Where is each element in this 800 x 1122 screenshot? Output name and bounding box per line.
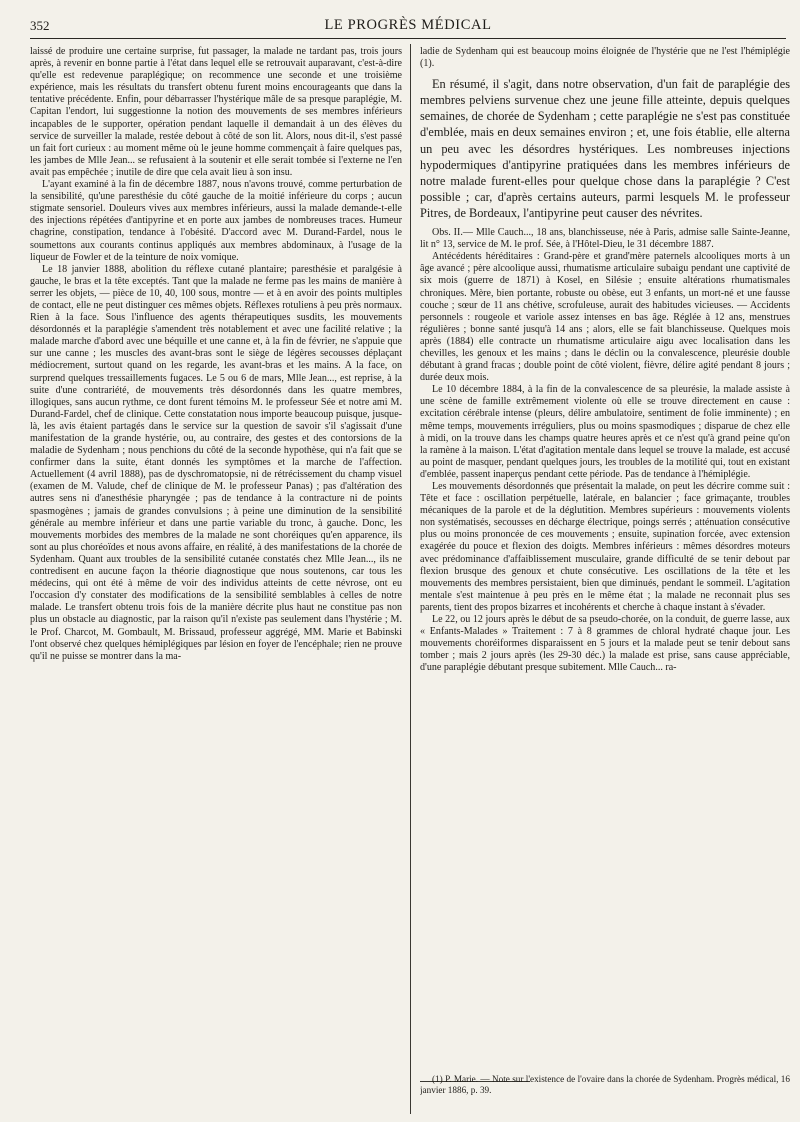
onset-paragraph: Le 10 décembre 1884, à la fin de la convalescence de sa pleurésie, la malade assiste à une scène de famille extrêmement violente où elle se trouve directement en cause : excitation cérébrale intense (pleurs, délire ambulatoire, sentiment de folie imminente) ; en même temps, mouvements irréguliers, plus ou moins spasmodiques ; disparue de chez elle à midi, on la trouve dans les champs quatre heures après et ce n'est qu'à grand peine qu'on la ramène à la maison. L'état d'agitation mentale dans lequel se trouve la malade, est accusé au point de masquer, pendant quelques jours, les troubles de la motilité qui, tout en existant d'emblée, passent inaperçus pendant cette période. Pas de tendance à l'hémiplégie. — [420, 384, 790, 480]
movements-paragraph: Les mouvements désordonnés que présentait la malade, on peut les décrire comme suit : Tête et face : oscillation perpétuelle, latérale, en balancier ; face grimaçante, troubles mécaniques de la parole et de la déglutition. Membres supérieurs : mouvements violents non systématisés, secousses en décharge électrique, poings serrés ; atténuation consécutive plus ou moins prononcée de ces mouvements ; ensuite, supination forcée, avec extension exagérée du pouce et flexion des doigts. Membres inférieurs : mêmes désordres moteurs avec prédominance d'affaiblissement musculaire, grande difficulté de se tenir debout par flexion brusque des genoux et chute consécutive. Les oscillations de la tête et les mouvements des membres persistaient, bien que diminués, pendant le sommeil. L'agitation mentale s'est maintenue à peu près en le même état ; la malade ne reconnait plus ses parents, tient des propos bizarres et incohérents et cherche à chaque instant à s'évader. — [420, 481, 790, 613]
left-column — [30, 46, 402, 1114]
footnote: (1) P. Marie. — Note sur l'existence de l'ovaire dans la chorée de Sydenham. Progrès médical, 16 janvier 1886, p. 39. — [420, 1074, 790, 1096]
running-title: LE PROGRÈS MÉDICAL — [324, 17, 492, 33]
summary-paragraph: En résumé, il s'agit, dans notre observation, d'un fait de paraplégie des membres pelviens survenue chez une jeune fille atteinte, depuis quelques semaines, de chorée de Sydenham ; cette paraplégie ne s'est pas constituée d'emblée, mais en deux semaines environ ; et, une fois établie, elle alterna un peu avec les désordres hystériques. Les nombreuses injections hypodermiques d'antipyrine pratiquées dans les membres inférieurs de notre malade furent-elles pour quelque chose dans la paraplégie ? C'est possible ; car, d'après certains auteurs, parmi lesquels M. le professeur Pitres, de Bordeaux, l'antipyrine peut causer des névrites. — [420, 77, 790, 220]
column-divider — [410, 44, 411, 1114]
left-paragraph-2: L'ayant examiné à la fin de décembre 1887, nous n'avons trouvé, comme perturbation de la sensibilité, qu'une paresthésie du côté gauche de la moitié inférieure du corps ; aucun stigmate sensoriel. Douleurs vives aux membres inférieurs, aussi la malade demande-t-elle des injections répétées d'antipyrine et en porte aux jambes de nombreuses traces. Humeur chagrine, constipation, tendance à l'obésité. D'accord avec M. Durand-Fardel, nous le soumettons aux courants continus appliqués aux membres abdominaux, à l'usage de la liqueur de Fowler et de la teinture de noix vomique. — [30, 179, 402, 263]
antecedents-paragraph: Antécédents héréditaires : Grand-père et grand'mère paternels alcooliques morts à un âge avancé ; père alcoolique aussi, rhumatisme articulaire subaigu pendant une captivité de six mois (guerre de 1871) à Kosel, en Silésie ; ensuite altérations rhumatismales chroniques. Mère, bien portante, robuste ou obèse, eut 3 enfants, un mort-né et une fausse couche ; sœur de 11 ans chétive, scrofuleuse, aurait des habitudes vicieuses. — Accidents personnels : rougeole et variole assez intenses en bas âge. Réglée à 12 ans, menstrues régulières ; bonne santé jusqu'à 14 ans ; alors, elle se fait blanchisseuse. Quelques mois après (1884) elle contracte un rhumatisme articulaire aigu avec localisation dans les chevilles, les genoux et les mains ; dans le déclin ou la convalescence, pleurésie double débutant à grand fracas ; double point de côté violent, fièvre, délire agité pendant 8 jours ; durée deux mois. — [420, 251, 790, 384]
treatment-paragraph: Le 22, ou 12 jours après le début de sa pseudo-chorée, on la conduit, de guerre lasse, aux « Enfants-Malades » Traitement : 7 à 8 grammes de chloral hydraté chaque jour. Les mouvements choréiformes disparaissent en 5 jours et la malade peut se tenir debout sans tomber ; mais 2 jours après (les 29-30 déc.) la malade est prise, sans cause appréciable, d'une paraplégie débutant presque subitement. Mlle Cauch... ra- — [420, 614, 790, 674]
right-column — [420, 46, 790, 1114]
observation-heading-paragraph: Obs. II.— Mlle Cauch..., 18 ans, blanchisseuse, née à Paris, admise salle Sainte-Jeanne, lit n° 13, service de M. le prof. Sée, à l'Hôtel-Dieu, le 31 décembre 1887. — [420, 227, 790, 251]
left-paragraph-1: laissé de produire une certaine surprise, fut passager, la malade ne tardant pas, trois jours après, à revenir en bonne partie à l'état dans lequel elle se retrouvait auparavant, c'est-à-dire qu'elle est redevenue paraplégique; on recommence une seconde et une troisième expérience, mais les résultats du transfert obtenu furent moins encourageants que dans la tentative précédente. Enfin, pour débarrasser l'hystérique mâle de sa presque paraplégie, M. Capitan l'endort, lui suggestionne la notion des mouvements de ses membres inférieurs incapables de le supporter, opération pendant laquelle il demandait à un des élèves du service de surveiller la malade, restée debout à côté de son lit. Alors, nous dit-il, s'est passé un fait fort curieux : au moment même où le jeune homme commençait à faire quelques pas, les jambes de Mlle Jean... se refusaient à la soutenir et elle serait tombée si l'externe ne l'en avait pas empêchée ; inutile de dire que cela avait lieu à son insu. — [30, 46, 402, 178]
left-paragraph-3: Le 18 janvier 1888, abolition du réflexe cutané plantaire; paresthésie et paralgésie à gauche, le bras et la tête exceptés. Tant que la malade ne ferme pas les mains de manière à serrer les objets, — pièce de 10, 40, 100 sous, montre — et à en avoir des points multiples de contact, elle ne peut distinguer ces mêmes objets. Réflexes rotuliens à peu près normaux. Rien à la face. Sous l'influence des agents thérapeutiques susdits, les mouvements désordonnés et la paraplégie s'amendent très notablement et avec une facilité relative ; la malade marche d'abord avec une béquille et une canne et, à la fin de février, ne s'appuie que sur une canne ; les muscles des avant-bras sont le siège de légères secousses déplaçant médiocrement, surtout quand on les regarde, les avant-bras et les mains. A la face, on surprend quelques tressaillements fugaces. Le 5 ou 6 de mars, Mlle Jean..., est reprise, à la suite d'une contrariété, de mouvements très désordonnés dans les quatre membres, illogiques, sans aucun rythme, ce dont furent témoins M. le professeur Sée et notre ami M. Durand-Fardel, chef de clinique. Cette constatation nous importe beaucoup puisque, jusque-là, les avis étaient partagés dans le service sur la question de savoir s'il s'agissait d'une manifestation de la grande hystérie, ou, au contraire, des gestes et des contorsions de la maladie de Sydenham ; nous penchions du côté de la seconde hypothèse, qui n'a fait que se confirmer dans la suite, étant donnés les symptômes et la marche de l'affection. Actuellement (4 avril 1888), pas de dyschromatopsie, ni de rétrécissement du champ visuel (examen de M. Valude, chef de clinique de M. le professeur Panas) ; pas d'altération des autres sens ni d'anesthésie pharyngée ; pas de tendance à la contracture ni de points spasmogènes ; jamais de grandes convulsions ; à peine une diminution de la sensibilité générale au membre inférieur et dans une partie variable du tronc, à gauche. Donc, les mouvements morbides des membres de la malade ne sont choréiques qu'en apparence, ils sont au plus choréoïdes et nous avons affaire, en réalité, à des manifestations de la chorée de Sydenham. Quant aux troubles de la sensibilité cutanée constatés chez Mlle Jean..., ils ne contredisent en aucune façon la théorie diagnostique que nous soutenons, car tous les médecins, qui ont été à même de voir des individus atteints de cette névrose, ont eu l'occasion d'y constater des modifications de la sensibilité semblables à celles de notre malade. Le transfert obtenu trois fois de la manière décrite plus haut ne constitue pas non plus un obstacle au diagnostic, par la raison qu'il n'existe pas seulement dans l'hystérie ; M. le Prof. Charcot, M. Gombault, M. Brissaud, professeur aggrégé, MM. Marie et Babinski l'ont observé chez quelques hémiplégiques par lésion en foyer de l'encéphale; rien ne prouve qu'il ne puisse se montrer dans la ma- — [30, 263, 402, 662]
page-header — [30, 14, 786, 39]
page-number: 352 — [30, 18, 50, 33]
right-top-paragraph: ladie de Sydenham qui est beaucoup moins éloignée de l'hystérie que ne l'est l'hémiplégie (1). — [420, 46, 790, 70]
